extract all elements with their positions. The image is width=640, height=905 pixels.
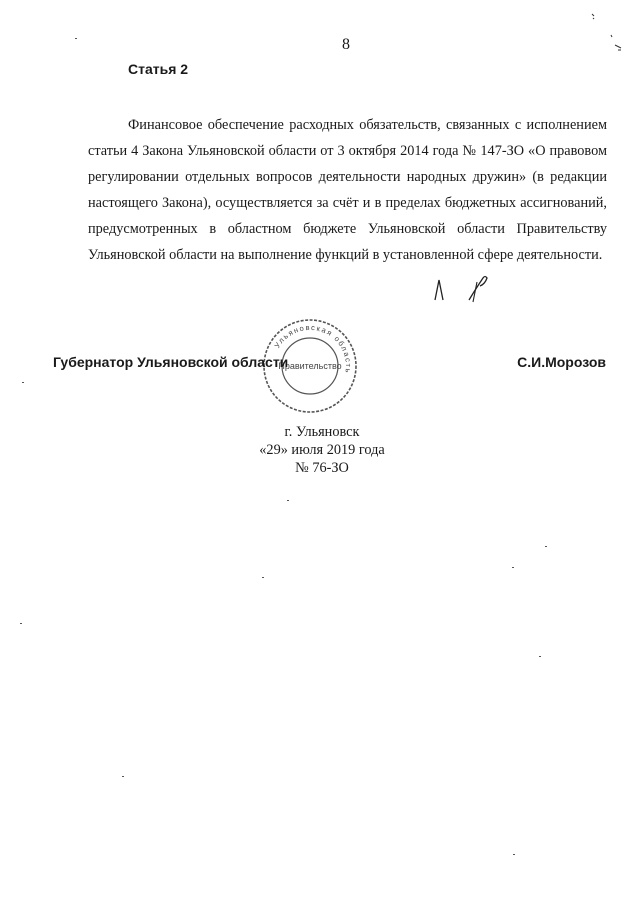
scan-speck (539, 656, 541, 657)
law-date: «29» июля 2019 года (259, 442, 385, 458)
scan-speck (262, 577, 264, 578)
law-number: № 76-ЗО (295, 460, 349, 476)
scan-speck (22, 382, 24, 383)
governor-position: Губернатор Ульяновской области (53, 354, 289, 370)
article-title: Статья 2 (128, 61, 189, 77)
svg-text:Правительство: Правительство (278, 361, 342, 371)
scan-speck (75, 38, 77, 39)
scan-speck (512, 567, 514, 568)
scan-speck (20, 623, 22, 624)
svg-text:Ульяновская область: Ульяновская область (272, 322, 354, 375)
page-number: 8 (342, 36, 350, 53)
handwritten-signature (425, 272, 495, 306)
place-date-block (0, 423, 640, 477)
scan-marks (585, 5, 635, 55)
scan-speck (513, 854, 515, 855)
scan-speck (287, 500, 289, 501)
scan-speck (122, 776, 124, 777)
city: г. Ульяновск (284, 424, 360, 440)
governor-name: С.И.Морозов (517, 354, 606, 370)
scan-speck (545, 546, 547, 547)
article-body: Финансовое обеспечение расходных обязательств, связанных с исполнением статьи 4 Закона Ульяновской области от 3 октября 2014 года № 147-ЗО «О правовом регулировании отдельных вопросов деятельности народных дружин» (в редакции настоящего Закона), осуществляется за счёт и в пределах бюджетных ассигнований, предусмотренных в областном бюджете Ульяновской области Правительству Ульяновской области на выполнение функций в установленной сфере деятельности. (88, 117, 607, 263)
